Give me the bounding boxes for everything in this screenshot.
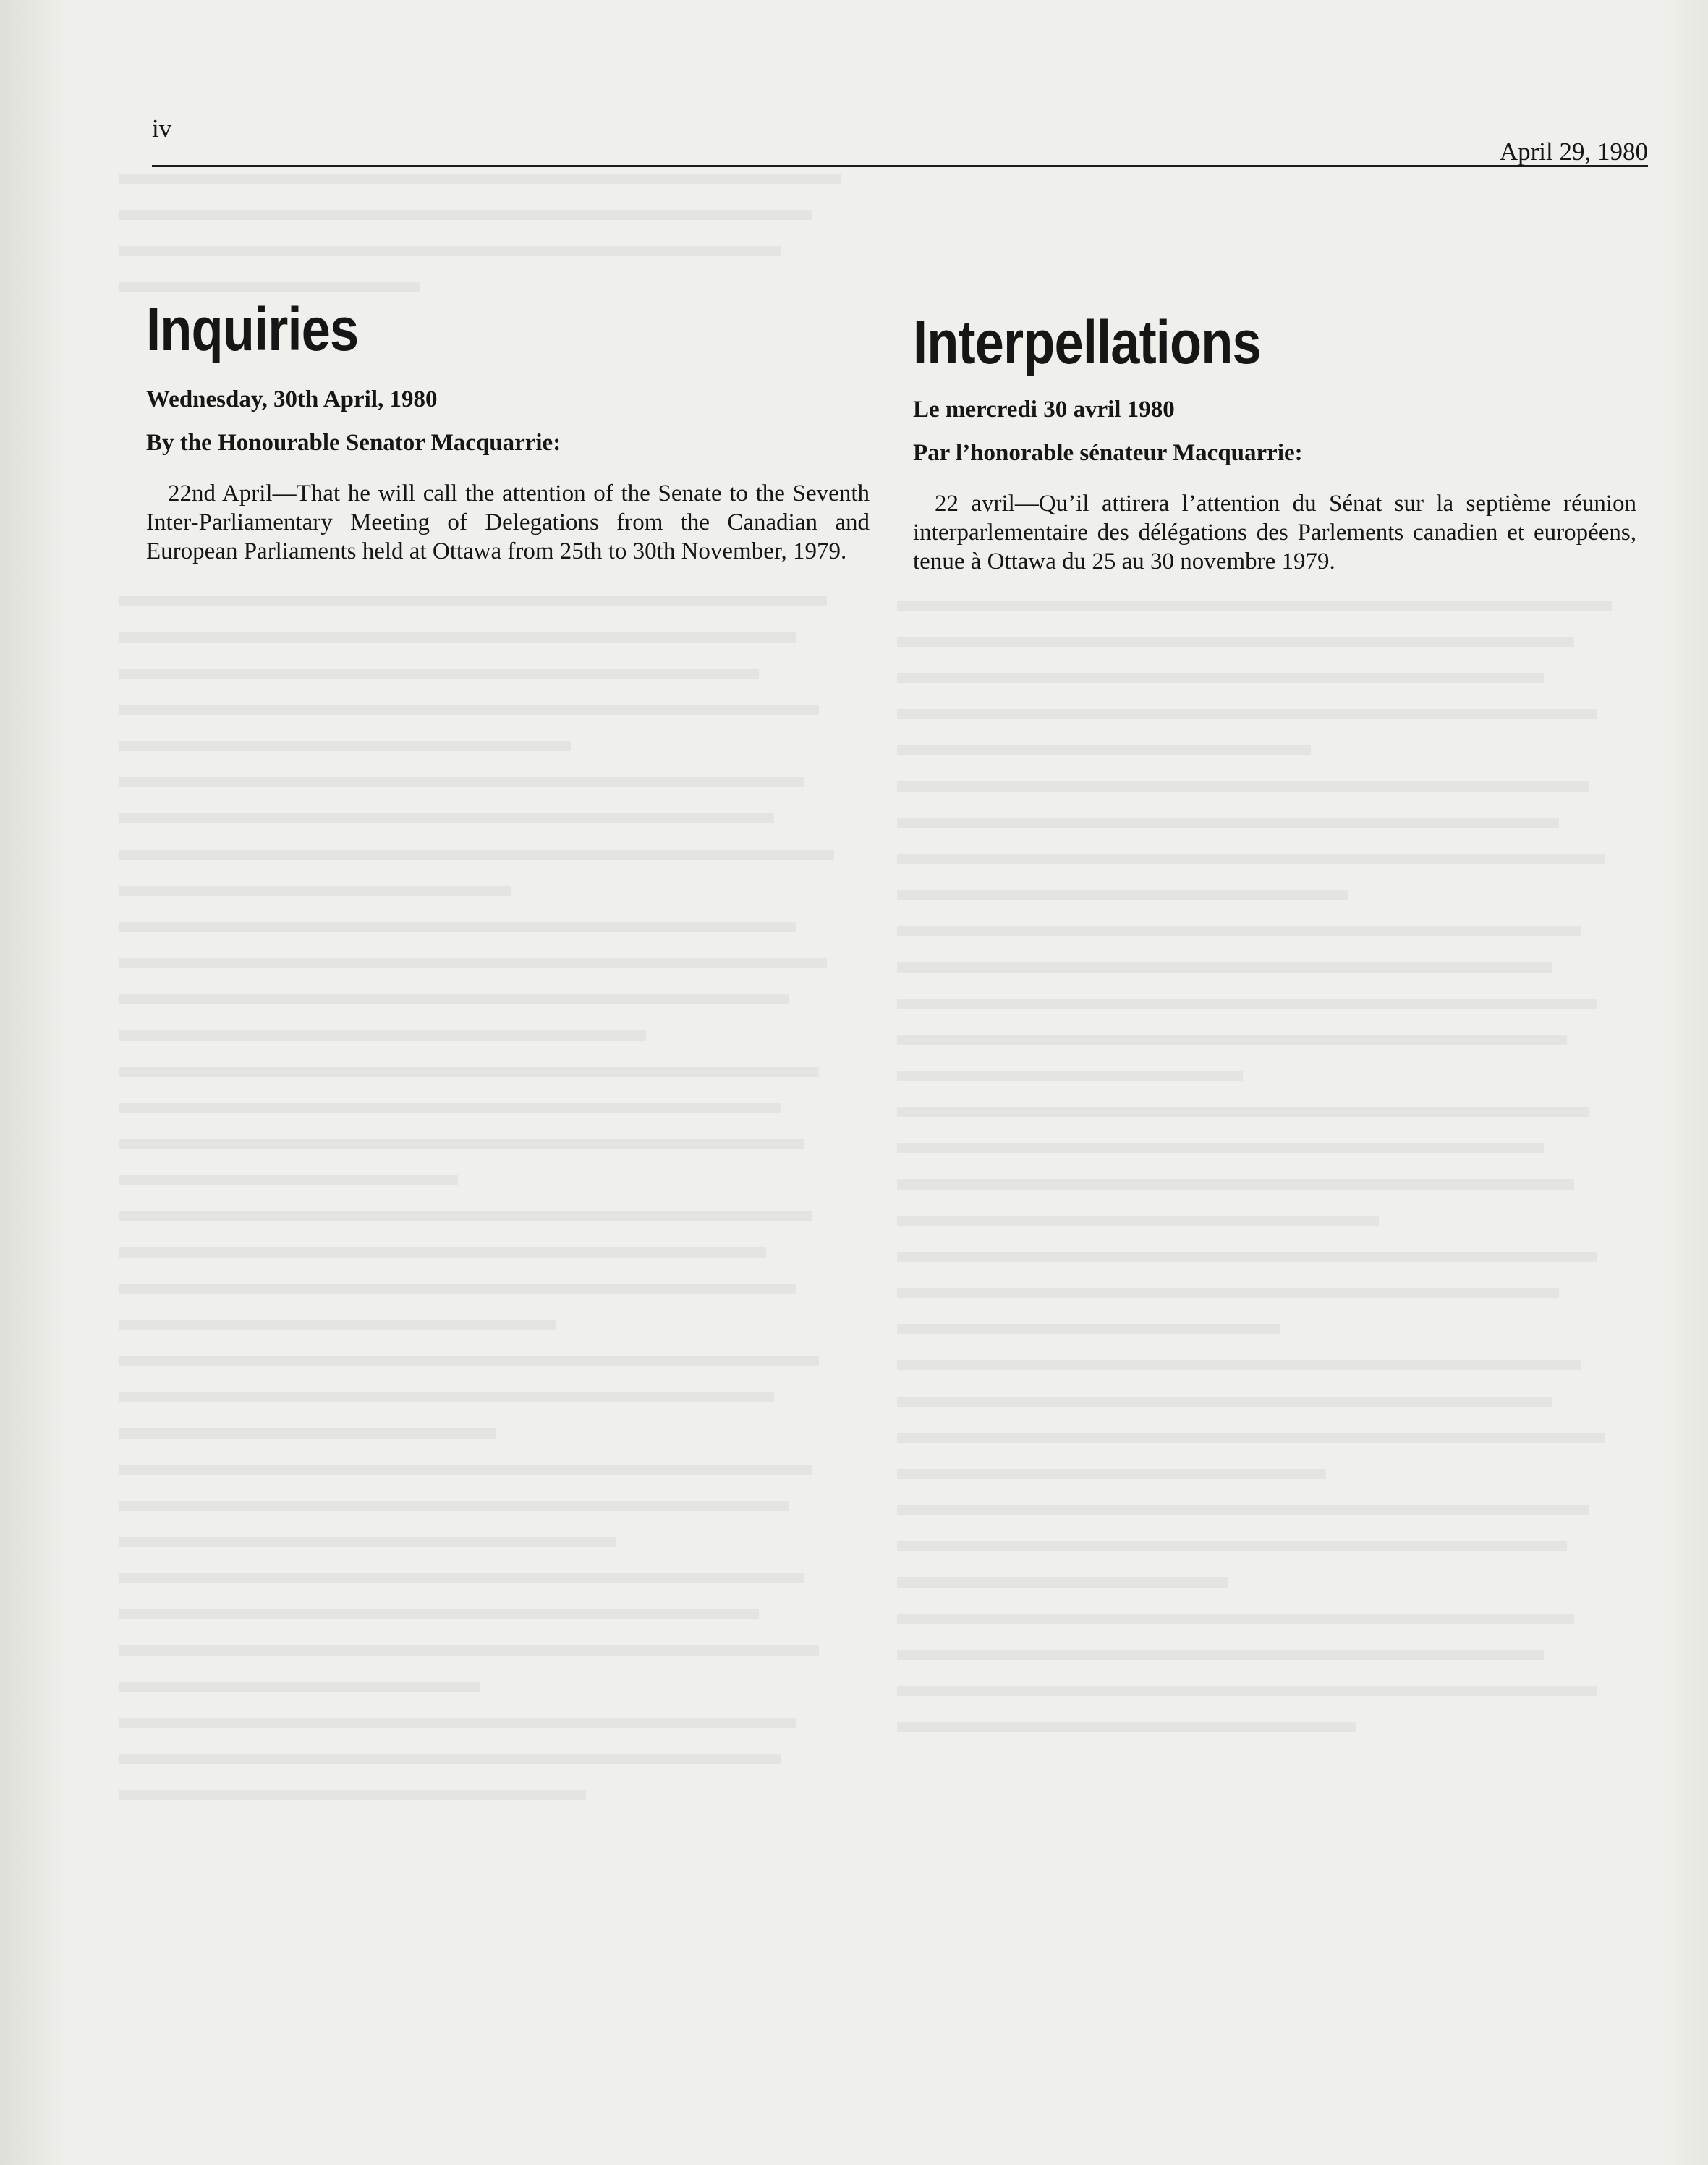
french-interpellation-text: 22 avril—Qu’il attirera l’attention du Sénat sur la septième réunion interparlementaire des délégations des Parlements canadien et européens, tenue à Ottawa du 25 au 30 novembre 1979. (913, 491, 1636, 575)
french-date-line: Le mercredi 30 avril 1980 (913, 397, 1175, 423)
english-section-title: Inquiries (146, 295, 359, 363)
running-head (152, 114, 1648, 167)
page-number: iv (152, 114, 172, 143)
french-column (913, 289, 1636, 576)
english-byline: By the Honourable Senator Macquarrie: (146, 430, 561, 456)
english-date-line: Wednesday, 30th April, 1980 (146, 386, 438, 412)
english-inquiry-text: 22nd April—That he will call the attention of the Senate to the Seventh Inter-Parliamentary Meeting of Delegations from the Canadian and European Parliaments held at Ottawa from 25th to 30th November, 1979. (146, 480, 870, 564)
header-date: April 29, 1980 (1499, 137, 1648, 166)
french-section-title: Interpellations (913, 308, 1261, 376)
french-byline: Par l’honorable sénateur Macquarrie: (913, 440, 1303, 466)
english-column (146, 289, 870, 566)
